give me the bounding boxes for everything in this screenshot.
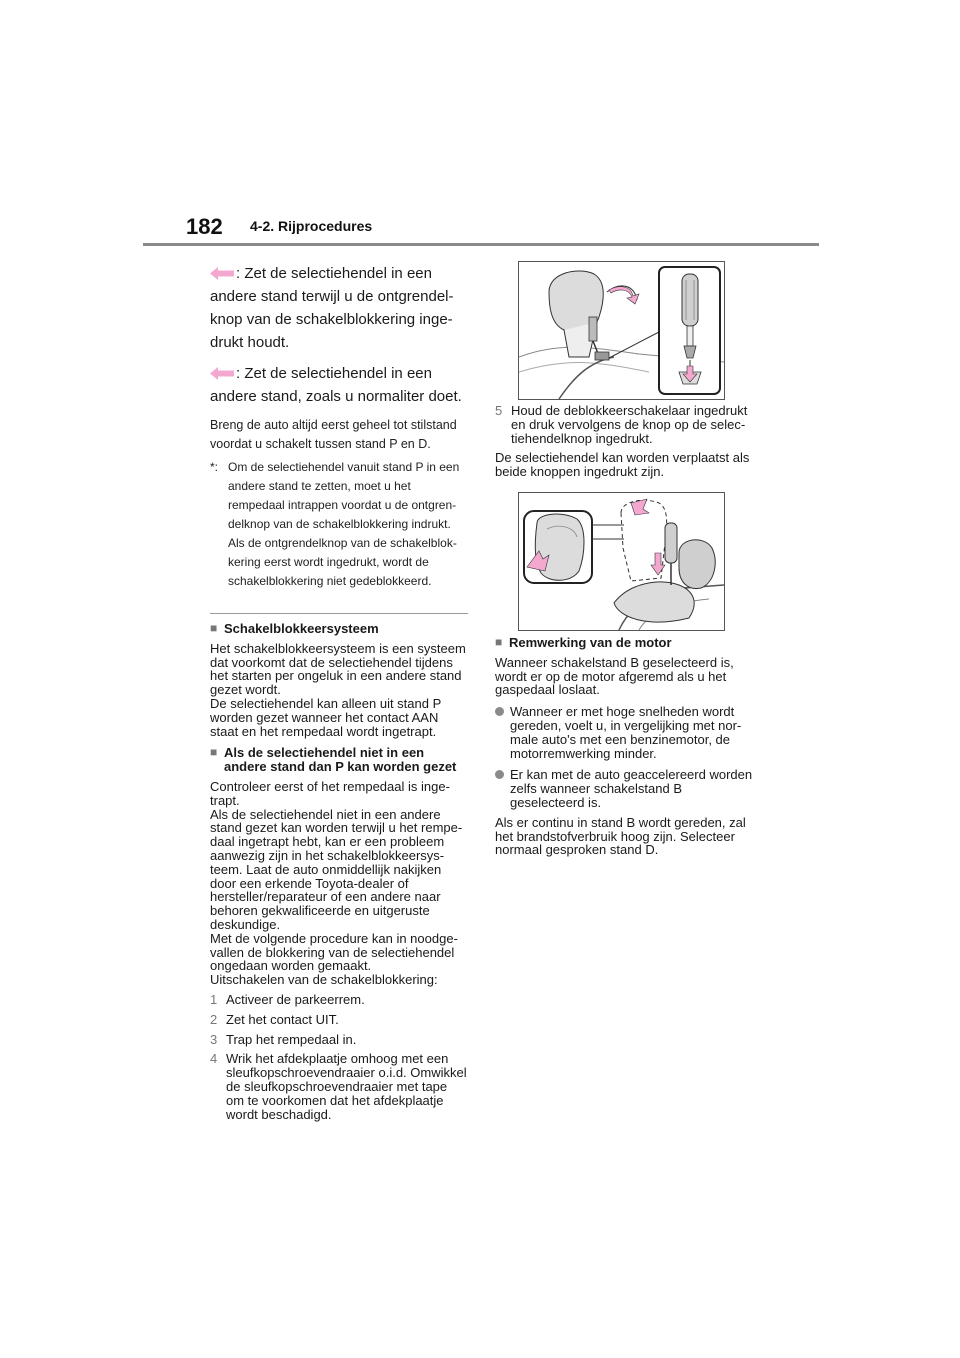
- footnote-mark: *:: [210, 460, 219, 474]
- paragraph: Wanneer schakelstand B geselecteerd is, wordt er op de motor afgeremd als u het gaspedaal loslaat.: [495, 654, 734, 698]
- left-column: [210, 262, 468, 1127]
- section-divider: [210, 613, 468, 614]
- step-list: [210, 993, 468, 1121]
- list-item: 2 Zet het contact UIT.: [210, 1011, 339, 1027]
- page-header: [0, 0, 960, 250]
- subheading-motor-braking: ■ Remwerking van de motor: [495, 635, 672, 650]
- header-divider: [143, 243, 819, 246]
- list-item: Wanneer er met hoge snelheden wordt gereden, voelt u, in vergelijking met normale auto's met een benzinemotor, de motorremwerking minder.: [495, 705, 755, 760]
- right-column: [495, 404, 755, 479]
- subheading-schakelblokkeersysteem: ■ Schakelblokkeersysteem: [210, 621, 379, 636]
- legend-text: : Zet de selectiehendel in een andere stand, zoals u normaliter doet.: [210, 365, 462, 405]
- list-item: 1 Activeer de parkeerrem.: [210, 991, 365, 1007]
- list-item: Er kan met de auto geaccelereerd worden zelfs wanneer schakelstand B geselecteerd is.: [495, 768, 755, 809]
- footnote-text: Om de selectiehendel vanuit stand P in een andere stand te zetten, moet u het rempedaal intrappen voordat u de ontgrendelknop van de schakelblokkering indrukt. Als de ontgrendelknop van de schakelblokkering eerst wordt ingedrukt, wordt de schakelblokkering niet gedeblokkeerd.: [228, 460, 460, 588]
- step-list: [495, 404, 755, 445]
- figure-press-buttons: [518, 492, 725, 631]
- paragraph: Met de volgende procedure kan in noodgevallen de blokkering van de selectiehendel ongedaan worden gemaakt.: [210, 930, 458, 974]
- stop-note: Breng de auto altijd eerst geheel tot stilstand voordat u schakelt tussen stand P en D.: [210, 418, 457, 451]
- list-item: 5 Houd de deblokkeerschakelaar ingedrukt en druk vervolgens de knop op de selectiehendelknop ingedrukt.: [495, 403, 748, 446]
- round-bullet-icon: [495, 707, 504, 716]
- paragraph: De selectiehendel kan alleen uit stand P worden gezet wanneer het contact AAN staat en het rempedaal wordt ingetrapt.: [210, 695, 442, 739]
- square-bullet-icon: ■: [210, 745, 218, 760]
- legend-item-hold-release: [210, 262, 468, 354]
- footnote: [210, 458, 468, 591]
- legend-text: : Zet de selectiehendel in een andere stand terwijl u de ontgrendelknop van de schakelblokkering ingedrukt houdt.: [210, 265, 454, 351]
- paragraph: Het schakelblokkeersysteem is een systeem dat voorkomt dat de selectiehendel tijdens het starten per ongeluk in een andere stand gezet wordt.: [210, 640, 466, 698]
- section-title: 4-2. Rijprocedures: [250, 218, 373, 234]
- list-item: 4 Wrik het afdekplaatje omhoog met een sleufkopschroevendraaier o.i.d. Omwikkel de sleufkopschroevendraaier met tape om te voorkomen dat het afdekplaatje wordt beschadigd.: [210, 1051, 467, 1122]
- square-bullet-icon: ■: [210, 621, 218, 635]
- pink-arrow-icon: [210, 367, 234, 380]
- figure-screwdriver-cover: [518, 261, 725, 400]
- pink-arrow-icon: [210, 267, 234, 280]
- paragraph: Controleer eerst of het rempedaal is ingetrapt.: [210, 778, 450, 808]
- list-item: 3 Trap het rempedaal in.: [210, 1031, 357, 1047]
- paragraph: Als de selectiehendel niet in een andere stand gezet kan worden terwijl u het rempedaal ingetrapt hebt, kan er een probleem aanwezig zijn in het schakelblokkeersysteem. Laat de auto onmiddellijk nakijken door een erkende Toyota-dealer of hersteller/reparateur of een andere naar behoren gekwalificeerde en uitgeruste deskundige.: [210, 806, 463, 932]
- paragraph: De selectiehendel kan worden verplaatst als beide knoppen ingedrukt zijn.: [495, 450, 750, 480]
- paragraph: Uitschakelen van de schakelblokkering:: [210, 972, 438, 988]
- shift-lever-release-illustration: [519, 493, 724, 630]
- subheading-shift-lock-release: ■ Als de selectiehendel niet in een andere stand dan P kan worden gezet: [210, 745, 457, 775]
- page-number: 182: [186, 214, 223, 239]
- paragraph: Als er continu in stand B wordt gereden, zal het brandstofverbruik hoog zijn. Selecteer normaal gesproken stand D.: [495, 814, 746, 858]
- round-bullet-icon: [495, 770, 504, 779]
- right-column-lower: [495, 636, 755, 857]
- square-bullet-icon: ■: [495, 635, 503, 649]
- shift-lever-illustration: [519, 262, 724, 399]
- legend-item-normal-shift: [210, 362, 468, 408]
